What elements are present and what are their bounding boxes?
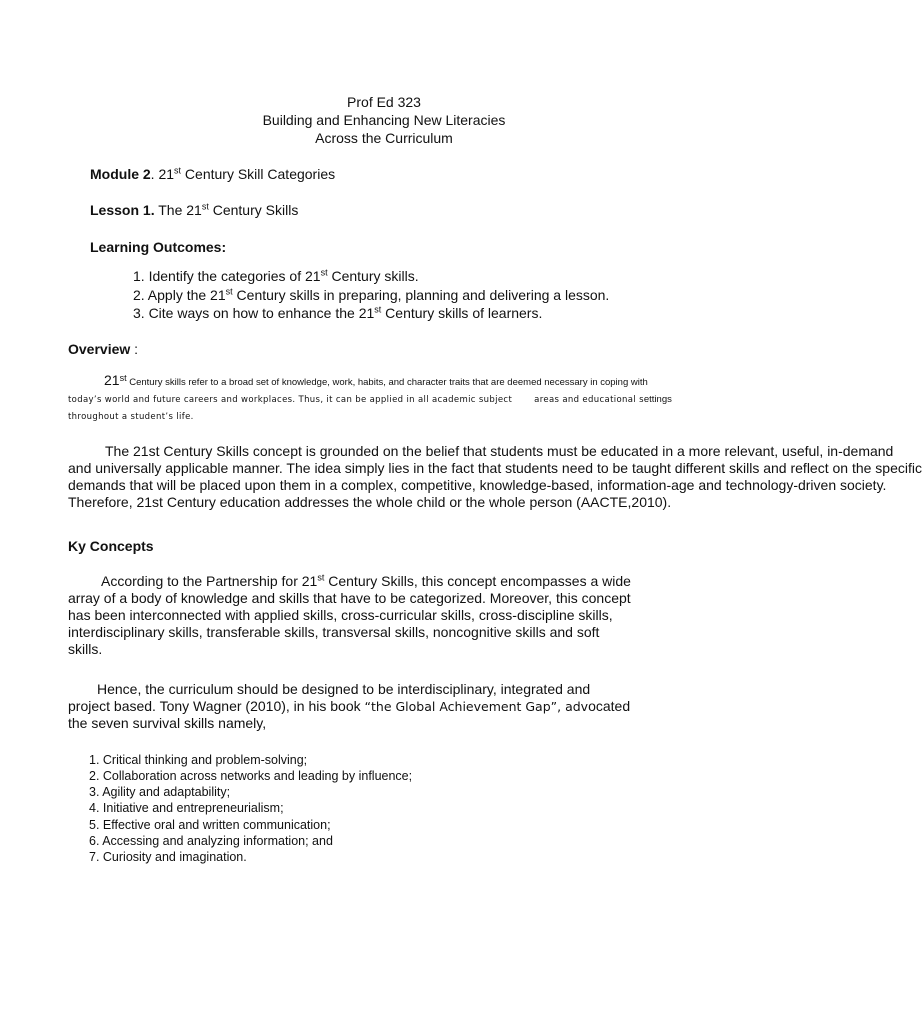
outcome-item: 1. Identify the categories of 21st Century skills.: [133, 267, 419, 284]
module-label: Module 2: [90, 166, 151, 182]
key-concepts-paragraph-1: According to the Partnership for 21st Century Skills, this concept encompasses a wide array of a body of knowledge and skills that have to be categorized. Moreover, this concept has been interconnected with applied skills, cross-curricular skills, cross-discipline skills, interdisciplinary skills, transferable skills, transversal skills, noncognitive skills and soft skills.: [68, 572, 631, 657]
module-heading: Module 2. 21st Century Skill Categories: [90, 165, 336, 182]
outcome-item: 2. Apply the 21st Century skills in preparing, planning and delivering a lesson.: [133, 286, 610, 303]
book-title: “the Global Achievement Gap”, adv: [364, 699, 589, 714]
lesson-label: Lesson 1.: [90, 202, 155, 218]
list-item: 6. Accessing and analyzing information; and: [89, 834, 333, 848]
overview-paragraph-1-line-1: 21st Century skills refer to a broad set of knowledge, work, habits, and character traits that are deemed necessary in coping with: [104, 372, 648, 388]
lesson-heading: Lesson 1. The 21st Century Skills: [90, 201, 299, 218]
key-concepts-heading: Ky Concepts: [68, 538, 154, 554]
learning-outcomes-heading: Learning Outcomes:: [90, 239, 227, 255]
overview-heading: Overview :: [68, 341, 139, 357]
outcome-item: 3. Cite ways on how to enhance the 21st Century skills of learners.: [133, 304, 543, 321]
list-item: 4. Initiative and entrepreneurialism;: [89, 801, 284, 815]
list-item: 2. Collaboration across networks and leading by influence;: [89, 769, 413, 783]
overview-paragraph-2: The 21st Century Skills concept is grounded on the belief that students must be educated in a more relevant, useful, in-demand and universally applicable manner. The idea simply lies in the fact that students need to be taught different skills and reflect on the specific demands that will be placed upon them in a complex, competitive, knowledge-based, information-age and technology-driven society. Therefore, 21st Century education addresses the whole child or the whole person (AACTE,2010).: [68, 443, 922, 510]
list-item: 5. Effective oral and written communication;: [89, 818, 331, 832]
list-item: 3. Agility and adaptability;: [89, 785, 231, 799]
list-item: 1. Critical thinking and problem-solving;: [89, 753, 308, 767]
overview-paragraph-1-line-3: throughout a student’s life.: [68, 412, 194, 422]
key-concepts-paragraph-2: Hence, the curriculum should be designed to be interdisciplinary, integrated and project based. Tony Wagner (2010), in his book “the Global Achievement Gap”, advocated the seven survival skills namely,: [68, 681, 631, 731]
course-title-line1: Building and Enhancing New Literacies: [262, 112, 506, 128]
list-item: 7. Curiosity and imagination.: [89, 850, 247, 864]
course-title-line2: Across the Curriculum: [315, 130, 453, 146]
course-code: Prof Ed 323: [347, 94, 421, 110]
overview-paragraph-1-line-2: today’s world and future careers and workplaces. Thus, it can be applied in all academic subject areas and educational settings: [68, 394, 672, 405]
